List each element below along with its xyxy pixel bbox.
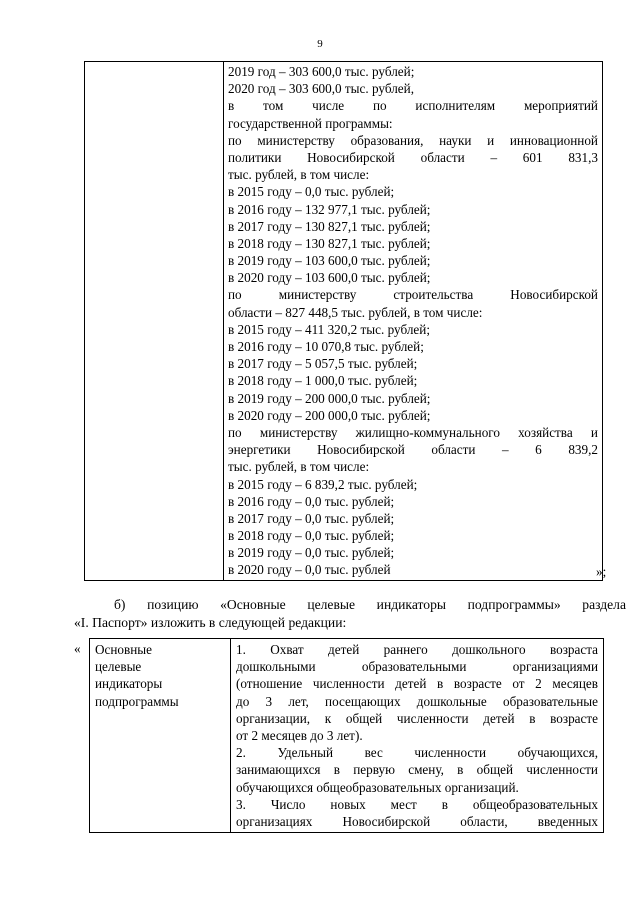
funding-line: тыс. рублей, в том числе:	[228, 167, 370, 183]
funding-line: по министерству образования, науки и инновационной	[228, 132, 598, 148]
indicators-label-line: целевые	[95, 659, 142, 675]
indicators-label-line: подпрограммы	[95, 693, 179, 709]
funding-line: в 2020 году – 200 000,0 тыс. рублей;	[228, 407, 431, 423]
indicator-line: 2. Удельный вес численности обучающихся,	[236, 745, 598, 761]
funding-line: 2019 год – 303 600,0 тыс. рублей;	[228, 64, 415, 79]
indicator-line: организациях Новосибирской области, введенных	[236, 813, 598, 829]
funding-line: в 2015 году – 0,0 тыс. рублей;	[228, 184, 395, 200]
funding-line: в 2015 году – 6 839,2 тыс. рублей;	[228, 476, 418, 492]
funding-line: в 2017 году – 0,0 тыс. рублей;	[228, 510, 395, 526]
funding-line: в 2020 году – 0,0 тыс. рублей	[228, 562, 391, 578]
funding-line: в 2016 году – 0,0 тыс. рублей;	[228, 493, 395, 509]
indicator-line: от 2 месяцев до 3 лет).	[236, 727, 363, 743]
funding-line: в 2018 году – 1 000,0 тыс. рублей;	[228, 373, 418, 389]
opening-quote-mark: «	[74, 641, 81, 656]
indicator-line: 1. Охват детей раннего дошкольного возраста	[236, 642, 598, 657]
indicator-line: 3. Число новых мест в общеобразовательных	[236, 796, 598, 812]
funding-line: в 2016 году – 132 977,1 тыс. рублей;	[228, 201, 431, 217]
indicator-line: организации, к общей численности детей в возрасте	[236, 710, 598, 726]
funding-line: по министерству строительства Новосибирской	[228, 287, 598, 303]
funding-line: в том числе по исполнителям мероприятий	[228, 98, 598, 114]
indicator-line: (отношение численности детей в возрасте от 2 месяцев	[236, 676, 598, 692]
funding-line: в 2019 году – 0,0 тыс. рублей;	[228, 545, 395, 561]
indicator-line: дошкольными образовательными организациями	[236, 659, 598, 675]
funding-line: по министерству жилищно-коммунального хозяйства и	[228, 424, 598, 440]
funding-line: в 2017 году – 5 057,5 тыс. рублей;	[228, 356, 418, 372]
indicators-label-line: Основные	[95, 642, 153, 657]
funding-table-content-cell	[224, 62, 603, 581]
funding-line: тыс. рублей, в том числе:	[228, 459, 370, 475]
funding-line: энергетики Новосибирской области – 6 839,2	[228, 442, 598, 458]
funding-line: в 2019 году – 103 600,0 тыс. рублей;	[228, 253, 431, 269]
closing-quote-mark: »;	[596, 564, 607, 579]
funding-line: в 2019 году – 200 000,0 тыс. рублей;	[228, 390, 431, 406]
indicator-line: до 3 лет, посещающих дошкольные образовательные	[236, 693, 598, 709]
indicator-line: обучающихся общеобразовательных организаций.	[236, 779, 519, 795]
indicators-table	[89, 638, 604, 833]
funding-table-label-cell	[85, 62, 224, 581]
funding-table	[84, 61, 603, 581]
page-number: 9	[317, 38, 323, 50]
indicators-content-cell	[231, 639, 604, 833]
indicator-line: занимающихся в первую смену, в общей численности	[236, 762, 598, 778]
funding-line: в 2020 году – 103 600,0 тыс. рублей;	[228, 270, 431, 286]
funding-line: в 2017 году – 130 827,1 тыс. рублей;	[228, 218, 431, 234]
amendment-paragraph	[74, 596, 626, 632]
indicators-label-line: индикаторы	[95, 676, 163, 692]
amendment-paragraph-line: «I. Паспорт» изложить в следующей редакции:	[74, 615, 347, 630]
funding-line: 2020 год – 303 600,0 тыс. рублей,	[228, 81, 414, 97]
funding-line: в 2018 году – 130 827,1 тыс. рублей;	[228, 235, 431, 251]
funding-line: области – 827 448,5 тыс. рублей, в том числе:	[228, 304, 483, 320]
funding-line: в 2016 году – 10 070,8 тыс. рублей;	[228, 339, 424, 354]
funding-line: в 2015 году – 411 320,2 тыс. рублей;	[228, 321, 430, 337]
indicators-label-cell	[90, 639, 231, 833]
amendment-paragraph-line: б) позицию «Основные целевые индикаторы подпрограммы» раздела	[114, 597, 626, 612]
funding-line: в 2018 году – 0,0 тыс. рублей;	[228, 528, 395, 544]
funding-line: политики Новосибирской области – 601 831,3	[228, 149, 598, 165]
funding-line: государственной программы:	[228, 115, 393, 131]
